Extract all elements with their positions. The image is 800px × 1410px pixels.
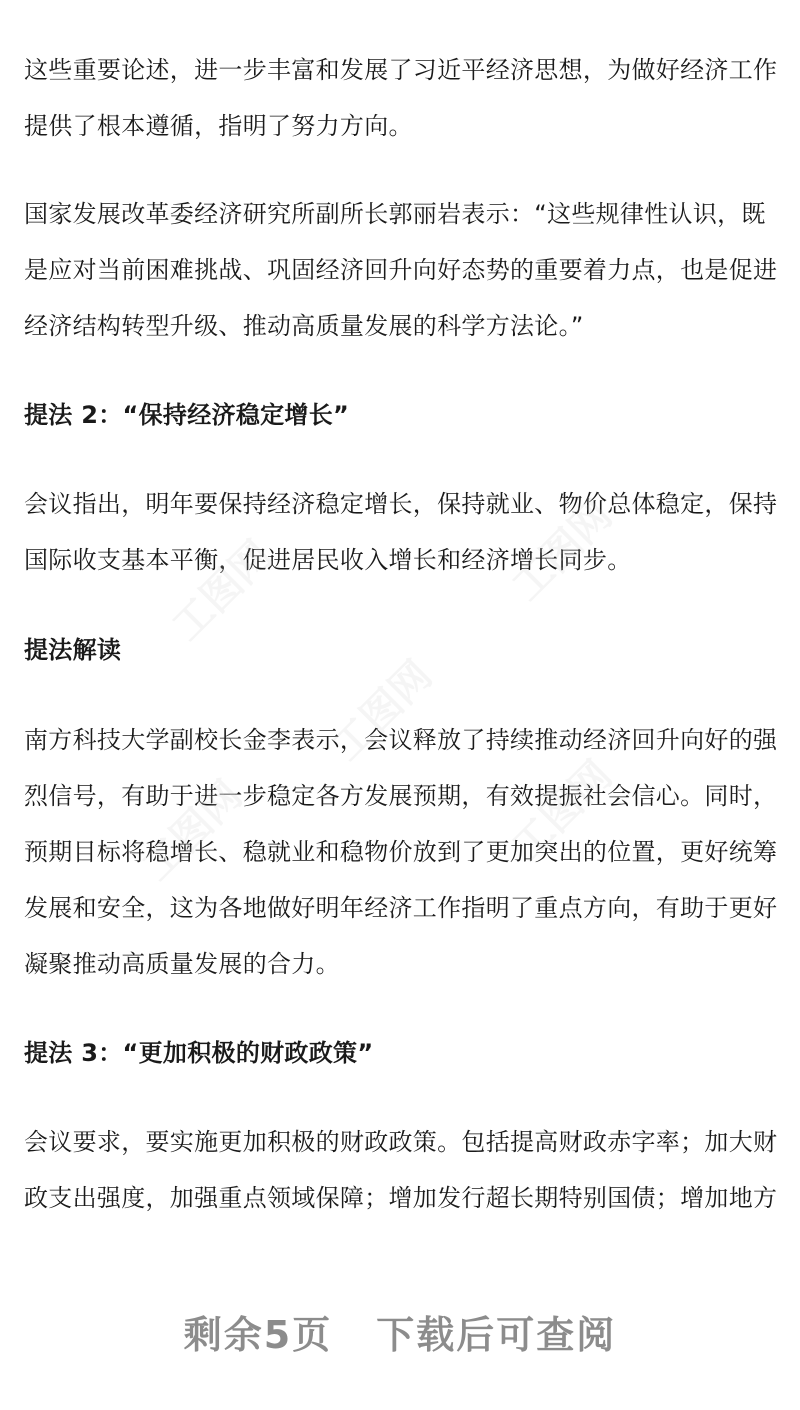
watermark: 工图网 (323, 652, 442, 770)
watermark: 工图网 (163, 532, 282, 650)
body-text-line: 国际收支基本平衡，促进居民收入增长和经济增长同步。 (24, 546, 632, 574)
body-text-line: 经济结构转型升级、推动高质量发展的科学方法论。” (24, 312, 584, 340)
body-text-line: 是应对当前困难挑战、巩固经济回升向好态势的重要着力点，也是促进 (24, 256, 778, 284)
body-text-line: 凝聚推动高质量发展的合力。 (24, 950, 340, 978)
remaining-pages-label: 剩余5页 (183, 1313, 333, 1357)
section-heading: 提法解读 (24, 636, 122, 664)
body-text-line: 提供了根本遵循，指明了努力方向。 (24, 112, 413, 140)
body-text-line: 预期目标将稳增长、稳就业和稳物价放到了更加突出的位置，更好统筹 (24, 838, 778, 866)
section-heading: 提法 2：“保持经济稳定增长” (24, 401, 350, 429)
body-text-line: 会议要求，要实施更加积极的财政政策。包括提高财政赤字率；加大财 (24, 1128, 778, 1156)
body-text-line: 政支出强度，加强重点领域保障；增加发行超长期特别国债；增加地方 (24, 1184, 778, 1212)
watermark: 工图网 (503, 492, 622, 610)
body-text-line: 烈信号，有助于进一步稳定各方发展预期，有效提振社会信心。同时， (24, 782, 778, 810)
body-text-line: 发展和安全，这为各地做好明年经济工作指明了重点方向，有助于更好 (24, 894, 778, 922)
download-to-view-label: 下载后可查阅 (376, 1313, 617, 1357)
body-text-line: 会议指出，明年要保持经济稳定增长，保持就业、物价总体稳定，保持 (24, 490, 778, 518)
watermark: 工图网 (503, 752, 622, 870)
download-prompt[interactable] (0, 1304, 800, 1359)
watermark: 工图网 (133, 772, 252, 890)
body-text-line: 国家发展改革委经济研究所副所长郭丽岩表示：“这些规律性认识，既 (24, 200, 766, 228)
section-heading: 提法 3：“更加积极的财政政策” (24, 1039, 374, 1067)
body-text-line: 这些重要论述，进一步丰富和发展了习近平经济思想，为做好经济工作 (24, 56, 778, 84)
body-text-line: 南方科技大学副校长金李表示，会议释放了持续推动经济回升向好的强 (24, 726, 778, 754)
